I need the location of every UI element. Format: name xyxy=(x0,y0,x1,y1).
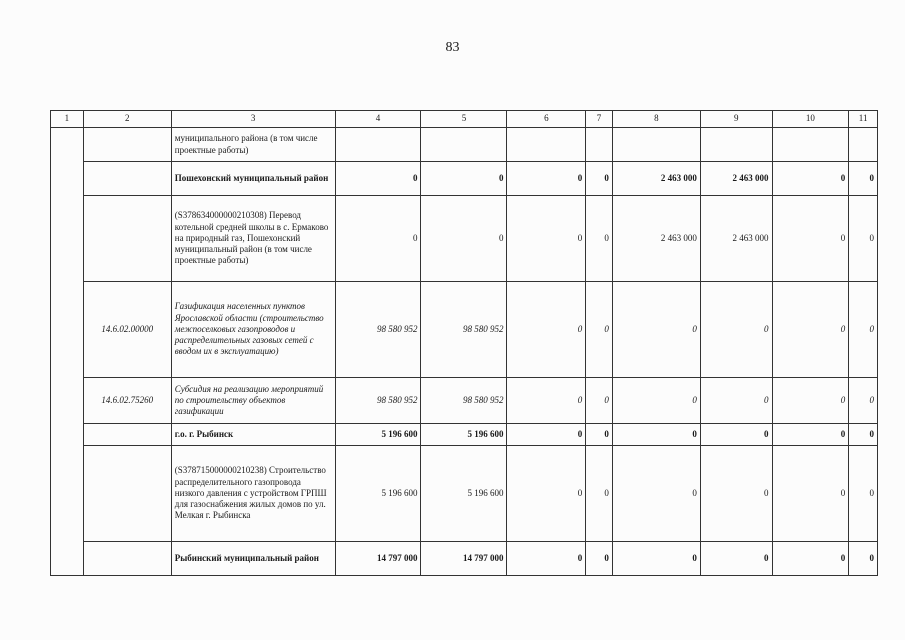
value-cell: 0 xyxy=(421,196,507,282)
value-cell: 0 xyxy=(586,446,613,542)
value-cell: 0 xyxy=(586,378,613,424)
value-cell: 0 xyxy=(772,446,849,542)
value-cell: 0 xyxy=(507,542,586,576)
code-cell: 14.6.02.00000 xyxy=(83,282,171,378)
header-cell: 3 xyxy=(171,111,335,128)
table-row xyxy=(51,424,878,446)
value-cell: 0 xyxy=(507,424,586,446)
value-cell: 0 xyxy=(772,282,849,378)
header-cell: 4 xyxy=(335,111,421,128)
value-cell: 2 463 000 xyxy=(612,162,700,196)
value-cell: 0 xyxy=(772,378,849,424)
value-cell: 0 xyxy=(586,424,613,446)
value-cell: 0 xyxy=(849,446,878,542)
value-cell: 0 xyxy=(335,162,421,196)
value-cell: 0 xyxy=(772,196,849,282)
value-cell: 0 xyxy=(772,424,849,446)
table-row xyxy=(51,196,878,282)
header-cell: 1 xyxy=(51,111,84,128)
table-row xyxy=(51,162,878,196)
value-cell: 14 797 000 xyxy=(335,542,421,576)
value-cell: 0 xyxy=(700,378,772,424)
table-row xyxy=(51,378,878,424)
value-cell: 0 xyxy=(772,542,849,576)
name-cell: Пошехонский муниципальный район xyxy=(171,162,335,196)
table-row xyxy=(51,446,878,542)
value-cell: 2 463 000 xyxy=(612,196,700,282)
header-cell: 2 xyxy=(83,111,171,128)
value-cell: 5 196 600 xyxy=(421,446,507,542)
header-cell: 8 xyxy=(612,111,700,128)
value-cell: 2 463 000 xyxy=(700,162,772,196)
header-cell: 5 xyxy=(421,111,507,128)
value-cell xyxy=(335,128,421,162)
value-cell: 0 xyxy=(507,282,586,378)
header-cell: 9 xyxy=(700,111,772,128)
value-cell: 0 xyxy=(700,542,772,576)
code-cell xyxy=(83,128,171,162)
code-cell xyxy=(83,446,171,542)
value-cell xyxy=(612,128,700,162)
value-cell: 98 580 952 xyxy=(421,282,507,378)
name-cell: Субсидия на реализацию мероприятий по строительству объектов газификации xyxy=(171,378,335,424)
header-cell: 10 xyxy=(772,111,849,128)
value-cell: 0 xyxy=(586,542,613,576)
merged-cell xyxy=(51,128,84,576)
value-cell: 0 xyxy=(612,378,700,424)
header-row xyxy=(51,111,878,128)
value-cell: 0 xyxy=(849,424,878,446)
name-cell: муниципального района (в том числе проектные работы) xyxy=(171,128,335,162)
value-cell: 0 xyxy=(586,196,613,282)
name-cell: г.о. г. Рыбинск xyxy=(171,424,335,446)
value-cell: 0 xyxy=(700,424,772,446)
value-cell: 98 580 952 xyxy=(335,282,421,378)
name-cell: (S378715000000210238) Строительство распределительного газопровода низкого давления с устройством ГРПШ для газоснабжения жилых домов по ул. Мелкая г. Рыбинска xyxy=(171,446,335,542)
name-cell: Рыбинский муниципальный район xyxy=(171,542,335,576)
value-cell: 0 xyxy=(612,542,700,576)
code-cell xyxy=(83,196,171,282)
code-cell xyxy=(83,542,171,576)
value-cell: 98 580 952 xyxy=(335,378,421,424)
table-body xyxy=(51,128,878,576)
value-cell xyxy=(421,128,507,162)
value-cell: 14 797 000 xyxy=(421,542,507,576)
value-cell xyxy=(507,128,586,162)
value-cell xyxy=(586,128,613,162)
value-cell: 0 xyxy=(849,162,878,196)
table-row xyxy=(51,128,878,162)
value-cell: 5 196 600 xyxy=(335,424,421,446)
value-cell: 5 196 600 xyxy=(335,446,421,542)
name-cell: Газификация населенных пунктов Ярославской области (строительство межпоселковых газопроводов и распределительных газовых сетей с вводом их в эксплуатацию) xyxy=(171,282,335,378)
budget-table xyxy=(50,110,878,576)
value-cell: 0 xyxy=(507,446,586,542)
value-cell: 0 xyxy=(849,542,878,576)
value-cell xyxy=(700,128,772,162)
header-cell: 11 xyxy=(849,111,878,128)
value-cell: 0 xyxy=(849,196,878,282)
value-cell: 0 xyxy=(772,162,849,196)
value-cell: 0 xyxy=(700,282,772,378)
code-cell: 14.6.02.75260 xyxy=(83,378,171,424)
code-cell xyxy=(83,424,171,446)
header-cell: 7 xyxy=(586,111,613,128)
value-cell: 5 196 600 xyxy=(421,424,507,446)
value-cell xyxy=(772,128,849,162)
value-cell: 0 xyxy=(507,378,586,424)
value-cell: 98 580 952 xyxy=(421,378,507,424)
value-cell: 2 463 000 xyxy=(700,196,772,282)
value-cell: 0 xyxy=(700,446,772,542)
table-header xyxy=(51,111,878,128)
value-cell: 0 xyxy=(335,196,421,282)
value-cell: 0 xyxy=(507,162,586,196)
header-cell: 6 xyxy=(507,111,586,128)
value-cell: 0 xyxy=(421,162,507,196)
value-cell: 0 xyxy=(507,196,586,282)
table-row xyxy=(51,542,878,576)
value-cell: 0 xyxy=(849,378,878,424)
page-number: 83 xyxy=(445,40,460,55)
value-cell: 0 xyxy=(612,282,700,378)
value-cell: 0 xyxy=(586,282,613,378)
value-cell: 0 xyxy=(586,162,613,196)
value-cell: 0 xyxy=(612,446,700,542)
code-cell xyxy=(83,162,171,196)
table-row xyxy=(51,282,878,378)
value-cell: 0 xyxy=(849,282,878,378)
value-cell: 0 xyxy=(612,424,700,446)
value-cell xyxy=(849,128,878,162)
name-cell: (S378634000000210308) Перевод котельной средней школы в с. Ермаково на природный газ, Пошехонский муниципальный район (в том числе проектные работы) xyxy=(171,196,335,282)
